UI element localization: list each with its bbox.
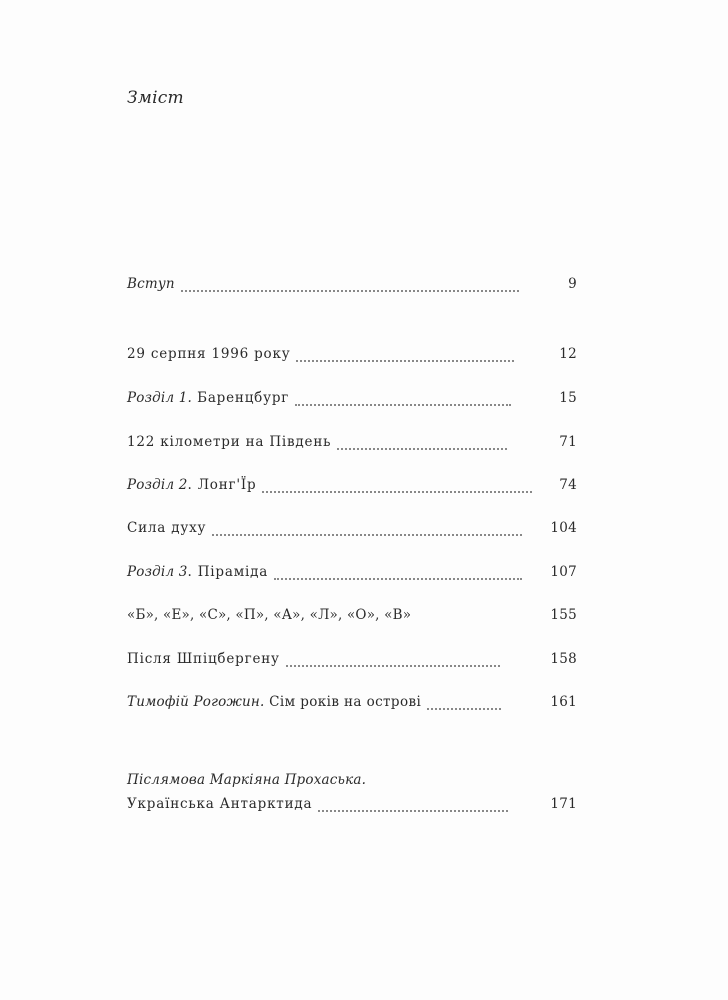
toc-entry-intro[interactable] [127,276,577,298]
dot-leader [296,359,514,362]
toc-entry[interactable] [127,694,577,716]
toc-entry[interactable] [127,564,577,586]
toc-entry-title: 122 кілометри на Південь [127,434,332,450]
toc-entry[interactable] [127,607,577,629]
toc-page-number: 9 [568,276,577,292]
toc-entry[interactable] [127,434,577,456]
toc-page-number: 15 [559,390,577,406]
toc-entry-title: Вступ [127,276,175,292]
toc-entry-title: Розділ 1. Баренцбург [127,390,290,406]
toc-entry[interactable] [127,520,577,542]
toc-entry[interactable] [127,477,577,499]
toc-entry-title: Після Шпіцбергену [127,651,280,667]
toc-page-number: 171 [550,796,577,812]
toc-entry-title: 29 серпня 1996 року [127,346,291,362]
dot-leader [295,403,511,406]
toc-page-number: 12 [559,346,577,362]
dot-leader [274,577,522,580]
toc-entry-title: Тимофій Рогожин. Сім років на острові [127,694,422,710]
afterword-author: Післямова Маркіяна Прохаська. [127,772,367,788]
toc-entry[interactable] [127,346,577,368]
toc-page-number: 107 [550,564,577,580]
toc-entry-title: Розділ 3. Піраміда [127,564,269,580]
dot-leader [212,533,522,536]
toc-entry-title: «Б», «Е», «С», «П», «А», «Л», «О», «В» [127,607,412,623]
toc-page-number: 71 [559,434,577,450]
toc-entry-title: Українська Антарктида [127,796,313,812]
toc-page-number: 161 [550,694,577,710]
toc-entry[interactable] [127,390,577,412]
toc-entry[interactable] [127,651,577,673]
toc-entry-title: Розділ 2. Лонг'Їр [127,477,257,493]
contents-heading: Зміст [127,88,184,108]
dot-leader [181,289,519,292]
toc-page-number: 158 [550,651,577,667]
dot-leader [318,809,508,812]
dot-leader [427,707,501,710]
toc-page-number: 74 [559,477,577,493]
toc-entry-afterword[interactable] [127,796,577,818]
toc-page-number: 155 [550,607,577,623]
toc-page-number: 104 [550,520,577,536]
dot-leader [337,447,507,450]
toc-entry-title: Сила духу [127,520,207,536]
dot-leader [286,664,500,667]
dot-leader [262,490,532,493]
